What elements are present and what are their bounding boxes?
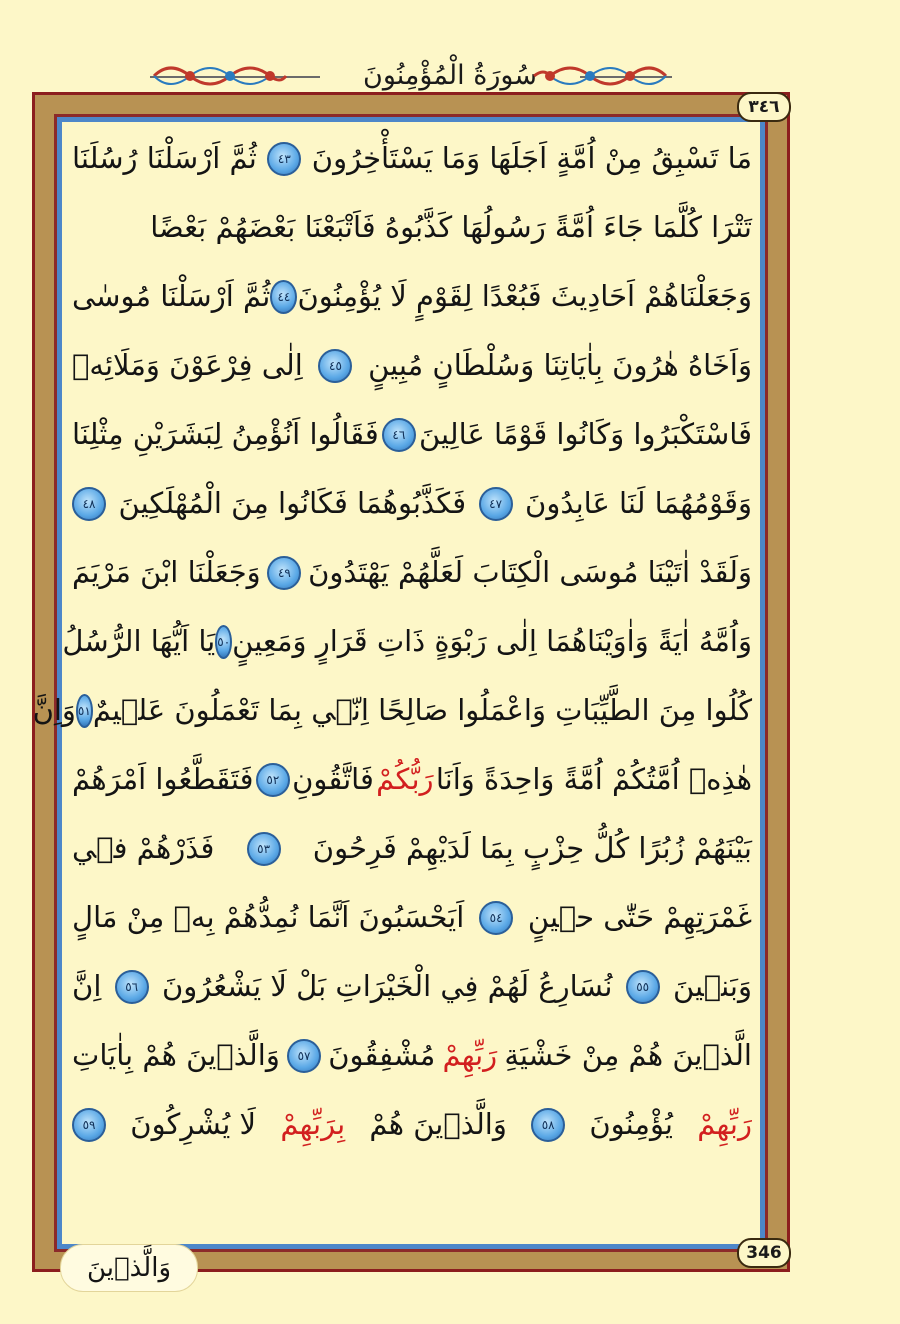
verse-text: ثُمَّ اَرْسَلْنَا رُسُلَنَا (72, 141, 257, 175)
verse-text-block (32, 124, 752, 1234)
verse-number-marker: ٥٨ (531, 1108, 565, 1142)
text-line (72, 124, 752, 193)
verse-text: وَجَعَلْنَاهُمْ اَحَادِيثَ فَبُعْدًا لِقَوْمٍ لَا يُؤْمِنُونَ (297, 279, 752, 313)
verse-number-marker: ٥٤ (479, 901, 513, 935)
verse-number-marker: ٥٧ (287, 1039, 321, 1073)
verse-text: وَبَن۪ينَ (672, 969, 752, 1003)
verse-number-marker: ٥٠ (215, 625, 232, 659)
page-number-top: ٣٤٦ (737, 92, 791, 122)
verse-text: فَتَقَطَّعُوا اَمْرَهُمْ (72, 762, 254, 796)
text-line (72, 952, 752, 1021)
verse-text: فَذَرْهُمْ ف۪ي (72, 831, 215, 865)
verse-number-marker: ٥٢ (256, 763, 290, 797)
text-line (72, 400, 752, 469)
verse-text: فَقَالُوا اَنُؤْمِنُ لِبَشَرَيْنِ مِثْلِنَا (72, 417, 379, 451)
verse-number-marker: ٤٨ (72, 487, 106, 521)
verse-text: تَتْرَا كُلَّمَا جَاءَ اُمَّةً رَسُولُهَا كَذَّبُوهُ فَاَتْبَعْنَا بَعْضَهُمْ بَعْضًا (150, 210, 752, 244)
text-line (72, 1021, 752, 1090)
verse-text: ثُمَّ اَرْسَلْنَا مُوسٰى (72, 279, 271, 313)
verse-text: وَاَخَاهُ هٰرُونَ بِاٰيَاتِنَا وَسُلْطَانٍ مُبِينٍ (368, 348, 752, 382)
verse-text: فَكَذَّبُوهُمَا فَكَانُوا مِنَ الْمُهْلَكِينَ (118, 486, 467, 520)
page-number-bottom: 346 (737, 1238, 791, 1268)
text-line (72, 814, 752, 883)
verse-text: اِلٰى فِرْعَوْنَ وَمَلَائِهٖ (72, 348, 303, 382)
verse-text: يَا اَيُّهَا الرُّسُلُ (62, 624, 216, 658)
verse-text: فَاتَّقُونِ (292, 762, 374, 796)
verse-text: بَيْنَهُمْ زُبُرًا كُلُّ حِزْبٍ بِمَا لَدَيْهِمْ فَرِحُونَ (312, 831, 752, 865)
text-line (72, 883, 752, 952)
verse-number-marker: ٤٦ (382, 418, 416, 452)
verse-number-marker: ٤٧ (479, 487, 513, 521)
verse-text: مَا تَسْبِقُ مِنْ اُمَّةٍ اَجَلَهَا وَمَا يَسْتَأْخِرُونَ (311, 141, 752, 175)
verse-text: وَجَعَلْنَا ابْنَ مَرْيَمَ (72, 555, 261, 589)
verse-number-marker: ٥٣ (247, 832, 281, 866)
verse-text: هٰذِه۪ اُمَّتُكُمْ اُمَّةً وَاحِدَةً وَاَنَا (435, 762, 752, 796)
verse-number-marker: ٤٤ (270, 280, 297, 314)
verse-text: اِنَّ (72, 969, 102, 1003)
text-line (72, 193, 752, 262)
verse-number-marker: ٤٩ (267, 556, 301, 590)
verse-text: كُلُوا مِنَ الطَّيِّبَاتِ وَاعْمَلُوا صَالِحًا اِنّ۪ي بِمَا تَعْمَلُونَ عَل۪يمٌ (92, 693, 752, 727)
verse-text: وَالَّذ۪ينَ هُمْ (369, 1107, 507, 1141)
tajweed-highlight: رَبِّهِمْ (442, 1038, 498, 1072)
tajweed-highlight: رَبِّهِمْ (697, 1107, 752, 1141)
text-line (72, 262, 752, 331)
tajweed-highlight: بِرَبِّهِمْ (280, 1107, 346, 1141)
verse-text: نُسَارِعُ لَهُمْ فِي الْخَيْرَاتِ بَلْ لَا يَشْعُرُونَ (161, 969, 613, 1003)
text-line (72, 1090, 752, 1159)
text-line (62, 607, 752, 676)
verse-text: فَاسْتَكْبَرُوا وَكَانُوا قَوْمًا عَالِينَ (418, 417, 752, 451)
verse-text: الَّذ۪ينَ هُمْ مِنْ خَشْيَةِ (504, 1038, 752, 1072)
verse-number-marker: ٥١ (76, 694, 93, 728)
verse-text: وَاِنَّ (32, 693, 76, 727)
text-line (72, 745, 752, 814)
verse-number-marker: ٤٣ (267, 142, 301, 176)
text-line (32, 676, 752, 745)
verse-text: وَلَقَدْ اٰتَيْنَا مُوسَى الْكِتَابَ لَعَلَّهُمْ يَهْتَدُونَ (308, 555, 752, 589)
verse-number-marker: ٥٩ (72, 1108, 106, 1142)
verse-number-marker: ٥٥ (626, 970, 660, 1004)
verse-text: اَيَحْسَبُونَ اَنَّمَا نُمِدُّهُمْ بِه۪ مِنْ مَالٍ (72, 900, 465, 934)
verse-text: وَاُمَّهُ اٰيَةً وَاٰوَيْنَاهُمَا اِلٰى رَبْوَةٍ ذَاتِ قَرَارٍ وَمَعِينٍ (232, 624, 752, 658)
text-line (72, 538, 752, 607)
verse-text: وَقَوْمُهُمَا لَنَا عَابِدُونَ (525, 486, 752, 520)
verse-text: غَمْرَتِهِمْ حَتّٰى ح۪ينٍ (527, 900, 752, 934)
tajweed-highlight: رَبُّكُمْ (376, 762, 434, 796)
verse-text: لَا يُشْرِكُونَ (130, 1107, 257, 1141)
ornament-left-icon (150, 56, 290, 96)
verse-number-marker: ٤٥ (318, 349, 352, 383)
verse-text: مُشْفِقُونَ (328, 1038, 436, 1072)
surah-title: سُورَةُ الْمُؤْمِنُونَ (362, 60, 537, 91)
text-line (72, 331, 752, 400)
ornament-right-icon (530, 56, 670, 96)
verse-text: يُؤْمِنُونَ (589, 1107, 673, 1141)
catchword: وَالَّذ۪ينَ (60, 1244, 198, 1292)
verse-text: وَالَّذ۪ينَ هُمْ بِاٰيَاتِ (72, 1038, 280, 1072)
text-line (72, 469, 752, 538)
verse-number-marker: ٥٦ (115, 970, 149, 1004)
